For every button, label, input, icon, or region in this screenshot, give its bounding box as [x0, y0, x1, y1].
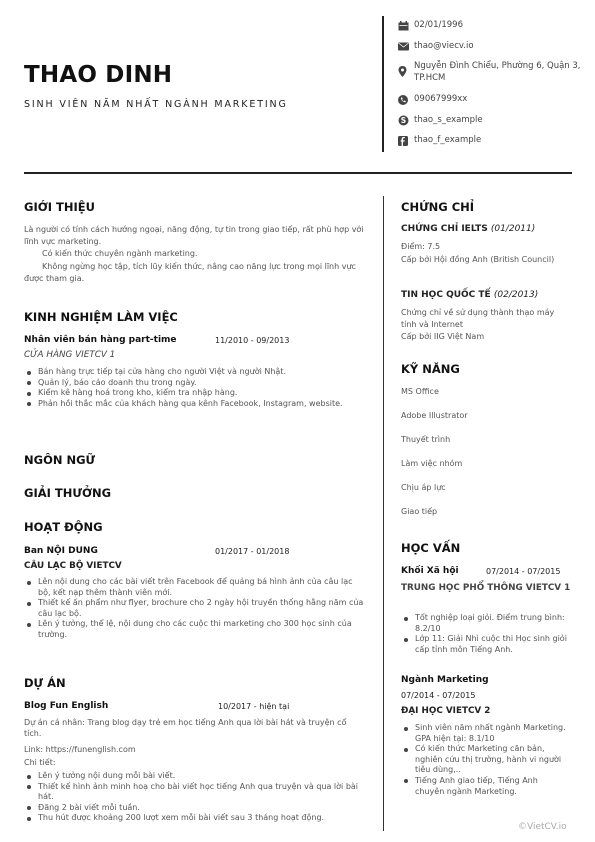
contact-email[interactable]: [398, 41, 590, 53]
languages-title: NGÔN NGỮ: [24, 453, 96, 467]
experience-list: [24, 367, 354, 409]
education-major: Khối Xã hội: [401, 566, 459, 576]
education-date: 07/2014 - 07/2015: [486, 567, 561, 576]
intro-line: Là người có tính cách hướng ngoại, năng động, tự tin trong giao tiếp, rất phù hợp với lĩnh vực marketing.: [24, 225, 364, 246]
list-item: Lớp 11: Giải Nhì cuộc thi Học sinh giỏi cấp tỉnh môn Tiếng Anh.: [401, 634, 571, 655]
intro-line: Có kiến thức chuyên ngành marketing.: [42, 249, 198, 258]
skill-item: Chịu áp lực: [401, 483, 446, 492]
header-divider: [382, 16, 384, 152]
project-list: [24, 771, 369, 824]
project-title: DỰ ÁN: [24, 676, 66, 690]
contact-text: thao_f_example: [414, 135, 482, 145]
contact-text: thao@viecv.io: [414, 41, 474, 51]
contact-skype[interactable]: [398, 115, 590, 127]
list-item: Quản lý, báo cáo doanh thu trong ngày.: [24, 378, 354, 389]
activities-list: [24, 577, 364, 641]
project-date: 10/2017 - hiện tại: [218, 702, 290, 711]
column-divider: [383, 196, 384, 831]
list-item: Thu hút được khoảng 200 lượt xem mỗi bài viết sau 3 tháng hoạt động.: [24, 813, 369, 824]
list-item: Có kiến thức Marketing căn bản, nghiên cứu thị trường, hành vi người tiêu dùng,..: [401, 744, 566, 776]
project-description: Dự án cá nhân: Trang blog dạy trẻ em học tiếng Anh qua lời bài hát và truyện cổ tích.: [24, 718, 347, 738]
education-list: [401, 613, 571, 655]
certificate-detail: Cấp bởi IIG Việt Nam: [401, 332, 485, 341]
facebook-icon: [398, 135, 414, 146]
candidate-headline: SINH VIÊN NĂM NHẤT NGÀNH MARKETING: [24, 99, 288, 110]
certificate-name-text: CHỨNG CHỈ IELTS: [401, 224, 488, 234]
contact-address: [398, 61, 590, 84]
list-item: Thiết kế hình ảnh minh hoạ cho bài viết học tiếng Anh qua truyện và qua lời bài hát.: [24, 782, 369, 803]
certificate-name-text: TIN HỌC QUỐC TẾ: [401, 290, 491, 300]
certificate-name: [401, 290, 538, 300]
skill-item: Giao tiếp: [401, 507, 438, 516]
intro-title: GIỚI THIỆU: [24, 200, 95, 214]
list-item: Tiếng Anh giao tiếp, Tiếng Anh chuyên ngành Marketing.: [401, 776, 566, 797]
skill-item: Thuyết trình: [401, 435, 451, 444]
skill-item: Adobe Illustrator: [401, 411, 468, 420]
activities-position: Ban NỘI DUNG: [24, 546, 98, 556]
activities-title: HOẠT ĐỘNG: [24, 520, 103, 534]
list-item: Lên ý tưởng, thể lệ, nội dung cho các cuộc thi marketing cho 300 học sinh của trường.: [24, 619, 364, 640]
list-item: Thiết kế ấn phẩm như flyer, brochure cho 2 ngày hội truyền thống hằng năm của câu lạc bộ.: [24, 598, 364, 619]
contact-text: thao_s_example: [414, 115, 483, 125]
contact-text: 02/01/1996: [414, 20, 463, 30]
project-name: Blog Fun English: [24, 701, 109, 711]
experience-position: Nhân viên bán hàng part-time: [24, 335, 177, 345]
experience-title: KINH NGHIỆM LÀM VIỆC: [24, 310, 178, 324]
contact-birthday: [398, 20, 590, 32]
certificate-date: (02/2013): [493, 290, 539, 300]
contact-text: Nguyễn Đình Chiểu, Phường 6, Quận 3, TP.HCM: [414, 61, 581, 83]
location-icon: [398, 66, 414, 77]
svg-text:S: S: [400, 116, 407, 126]
education-major: Ngành Marketing: [401, 675, 489, 685]
contact-facebook[interactable]: [398, 135, 590, 147]
calendar-icon: [398, 20, 414, 31]
list-item: Sinh viên năm nhất ngành Marketing. GPA hiện tại: 8.1/10: [401, 723, 566, 744]
certificate-name: [401, 224, 535, 234]
skype-icon: [398, 115, 414, 126]
certificates-title: CHỨNG CHỈ: [401, 200, 475, 214]
contact-phone[interactable]: [398, 94, 590, 106]
list-item: Bán hàng trực tiếp tại cửa hàng cho người Việt và người Nhật.: [24, 367, 354, 378]
certificate-detail: Chứng chỉ về sử dụng thành thạo máy tính và Internet: [401, 308, 555, 329]
skills-title: KỸ NĂNG: [401, 362, 460, 376]
certificate-detail: Cấp bởi Hội đồng Anh (British Council): [401, 255, 555, 264]
contact-text: 09067999xx: [414, 94, 468, 104]
education-list: [401, 723, 566, 797]
intro-line: Không ngừng học tập, tích lũy kiến thức, nâng cao năng lực trong mọi lĩnh vực được tham gia.: [24, 262, 356, 283]
list-item: Đăng 2 bài viết mỗi tuần.: [24, 803, 369, 814]
certificate-detail: Điểm: 7.5: [401, 242, 441, 251]
list-item: Phản hồi thắc mắc của khách hàng qua kênh Facebook, Instagram, website.: [24, 399, 354, 410]
experience-company: CỬA HÀNG VIETCV 1: [24, 350, 116, 360]
project-link[interactable]: Link: https://funenglish.com: [24, 745, 136, 754]
education-date: 07/2014 - 07/2015: [401, 691, 476, 700]
education-school: ĐẠI HỌC VIETCV 2: [401, 706, 491, 716]
skill-item: MS Office: [401, 387, 439, 396]
phone-icon: [398, 94, 414, 105]
activities-org: CÂU LẠC BỘ VIETCV: [24, 561, 122, 571]
list-item: Lên nội dung cho các bài viết trên Facebook để quảng bá hình ảnh của câu lạc bộ, kết nạp thêm thành viên mới.: [24, 577, 364, 598]
list-item: Lên ý tưởng nội dung mỗi bài viết.: [24, 771, 369, 782]
header-separator: [24, 172, 572, 174]
list-item: Tốt nghiệp loại giỏi. Điểm trung bình: 8.2/10: [401, 613, 571, 634]
education-title: HỌC VẤN: [401, 541, 461, 555]
activities-date: 01/2017 - 01/2018: [215, 547, 290, 556]
candidate-name: THAO DINH: [24, 62, 173, 88]
experience-date: 11/2010 - 09/2013: [215, 336, 290, 345]
skill-item: Làm việc nhóm: [401, 459, 463, 468]
education-school: TRUNG HỌC PHỔ THÔNG VIETCV 1: [401, 583, 571, 593]
project-detail-label: Chi tiết:: [24, 758, 56, 767]
certificate-date: (01/2011): [490, 224, 536, 234]
brand-watermark: ©VietCV.io: [518, 822, 567, 832]
list-item: Kiểm kê hàng hoá trong kho, kiểm tra nhập hàng.: [24, 388, 354, 399]
email-icon: [398, 41, 414, 52]
awards-title: GIẢI THƯỞNG: [24, 486, 112, 500]
